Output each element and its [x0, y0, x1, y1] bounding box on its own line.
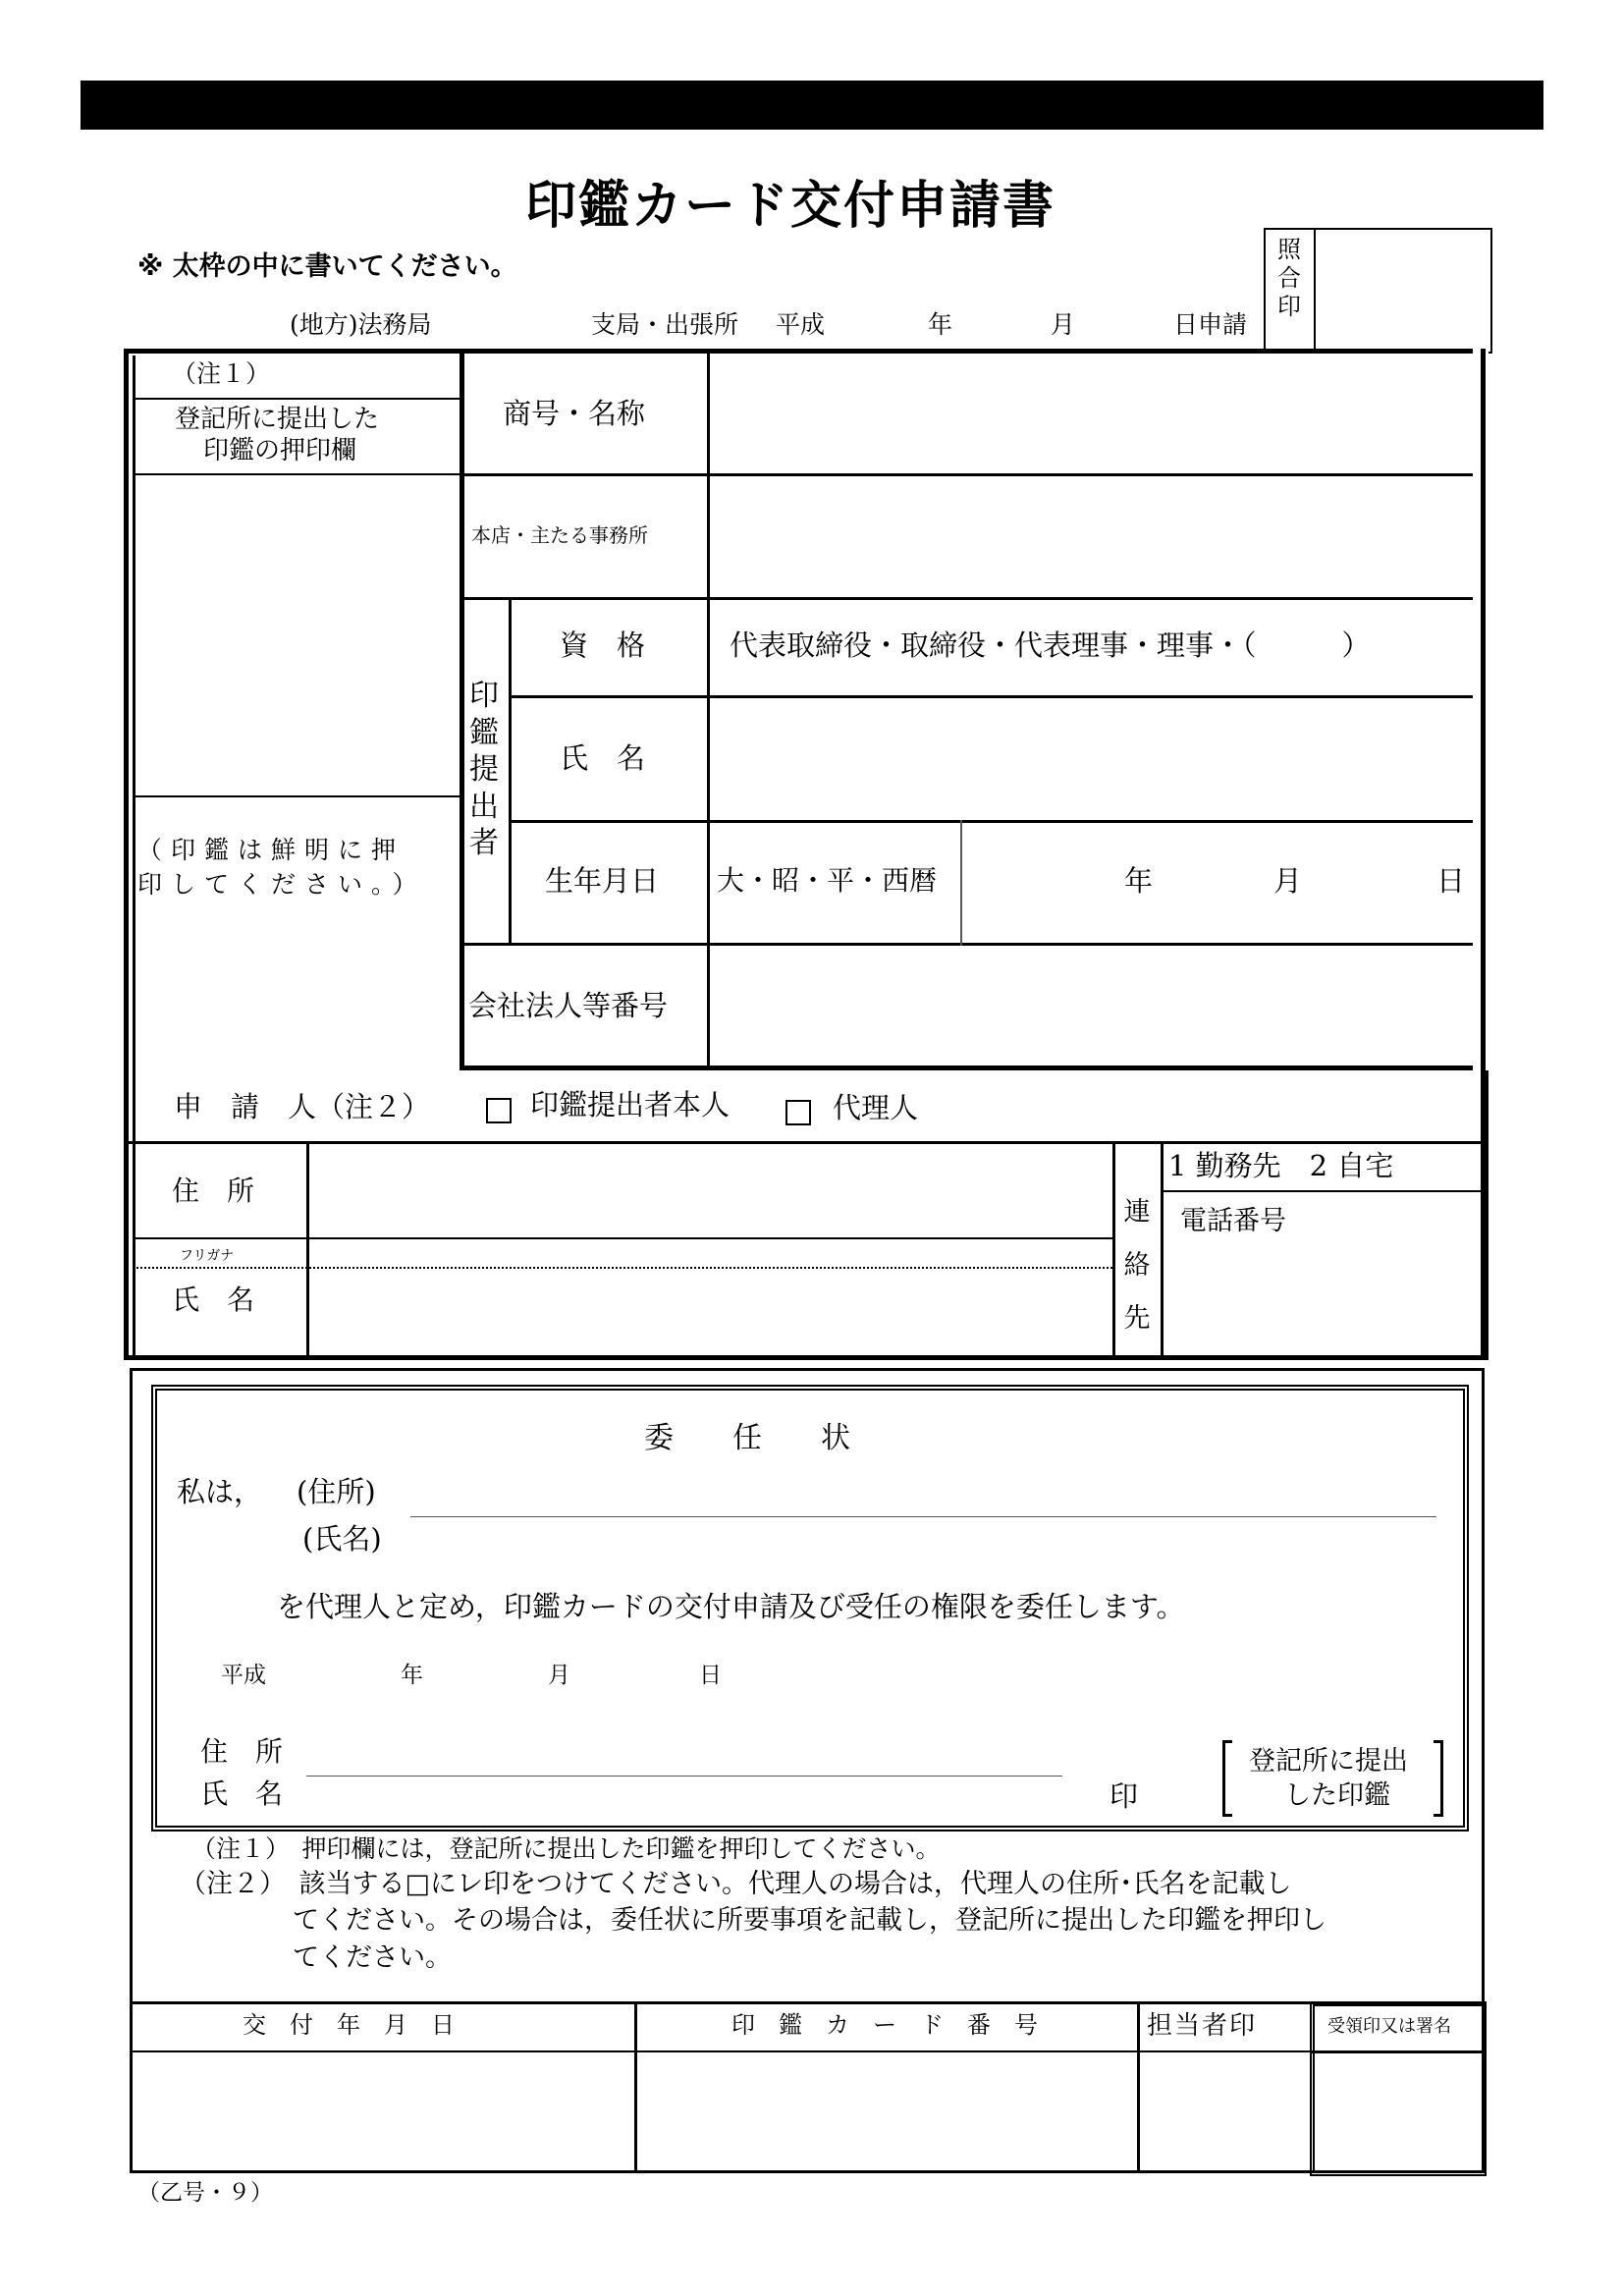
seal-label-line1: 登記所に提出した: [175, 405, 380, 434]
birth-day-label: 日: [1436, 864, 1466, 898]
delegation-watashi: 私は，: [177, 1475, 263, 1508]
registered-seal-line1: 登記所に提出: [1249, 1746, 1408, 1777]
form-code: （乙号・９）: [137, 2180, 273, 2206]
contact-label: 連 絡 先: [1123, 1197, 1151, 1334]
seal-label-line2: 印鑑の押印欄: [203, 436, 357, 465]
seal-hint-line2: 印してください。）: [137, 870, 426, 899]
delegation-address-line[interactable]: [410, 1516, 1436, 1517]
note-2-line1: （注２） 該当する□にレ印をつけてください。代理人の場合は，代理人の住所･氏名を記載し: [180, 1869, 1292, 1899]
delegation-signature-line[interactable]: [306, 1776, 1062, 1777]
self-option-label: 印鑑提出者本人: [530, 1088, 731, 1121]
head-office-label: 本店・主たる事務所: [471, 523, 648, 547]
phone-label: 電話番号: [1180, 1206, 1286, 1236]
delegation-day: 日: [699, 1663, 722, 1688]
agent-option-label: 代理人: [833, 1091, 919, 1124]
seal-impression-area[interactable]: [137, 477, 457, 792]
submitter-label: 印 鑑 提 出 者: [469, 679, 499, 860]
corp-number-input[interactable]: [713, 949, 1474, 1063]
branch-label: 支局・出張所: [591, 310, 739, 339]
seal-note: （注１）: [172, 359, 271, 388]
header-bar: [81, 81, 1543, 130]
seal-hint-line1: （印鑑は鮮明に押: [137, 836, 406, 864]
month-label: 月: [1051, 310, 1076, 339]
delegation-seal-mark: 印: [1110, 1779, 1139, 1813]
instruction-text: ※ 太枠の中に書いてください。: [137, 251, 517, 282]
issue-date-input[interactable]: [134, 2054, 629, 2168]
era-label: 平成: [776, 310, 826, 339]
furigana-label: フリガナ: [180, 1248, 235, 1264]
company-name-label: 商号・名称: [503, 397, 646, 430]
phone-input[interactable]: [1166, 1242, 1479, 1352]
applicant-label: 申 請 人（注２）: [174, 1090, 431, 1123]
delegation-month: 月: [548, 1663, 570, 1688]
birthdate-label: 生年月日: [545, 864, 660, 898]
card-number-input[interactable]: [640, 2054, 1131, 2168]
birth-year-label: 年: [1124, 864, 1154, 898]
registered-seal-line2: した印鑑: [1284, 1780, 1390, 1811]
agent-checkbox[interactable]: [785, 1100, 811, 1125]
delegation-body: を代理人と定め，印鑑カードの交付申請及び受任の権限を委任します。: [277, 1590, 1185, 1623]
self-checkbox[interactable]: [486, 1098, 512, 1123]
birth-era-options[interactable]: 大・昭・平・西暦: [717, 864, 938, 897]
corp-number-label: 会社法人等番号: [468, 989, 669, 1022]
delegation-address-label: (住所): [297, 1475, 376, 1508]
name-input[interactable]: [713, 701, 1474, 817]
birth-month-label: 月: [1273, 864, 1303, 898]
applicant-name-label: 氏 名: [172, 1284, 255, 1316]
delegation-era: 平成: [221, 1663, 266, 1688]
bureau-label: (地方)法務局: [290, 310, 432, 339]
receipt-header: 受領印又は署名: [1327, 2016, 1451, 2037]
address-label: 住 所: [172, 1175, 255, 1207]
contact-choice[interactable]: 1 勤務先 2 自宅: [1168, 1149, 1394, 1182]
staff-seal-header: 担当者印: [1147, 2011, 1258, 2041]
delegation-addr-label: 住 所: [200, 1735, 284, 1768]
name-label: 氏 名: [560, 741, 646, 775]
qualification-options[interactable]: 代表取締役・取締役・代表理事・理事・（ ）: [730, 629, 1371, 662]
note-2-line2: てください。その場合は，委任状に所要事項を記載し，登記所に提出した印鑑を押印し: [293, 1905, 1326, 1936]
stamp-label: 照 合 印: [1277, 236, 1301, 320]
delegation-title: 委 任 状: [644, 1421, 850, 1455]
note-1: （注１） 押印欄には，登記所に提出した印鑑を押印してください。: [191, 1834, 941, 1863]
delegation-name-label: (氏名): [302, 1522, 382, 1556]
card-number-header: 印 鑑 カ ー ド 番 号: [731, 2011, 1038, 2039]
delegation-name-label2: 氏 名: [200, 1777, 284, 1810]
address-input[interactable]: [312, 1147, 1108, 1233]
page-title: 印鑑カード交付申請書: [525, 176, 1056, 236]
qualification-label: 資 格: [560, 629, 646, 662]
company-name-input[interactable]: [713, 354, 1474, 471]
apply-day-label: 日申請: [1173, 310, 1248, 339]
note-2-line3: てください。: [293, 1942, 452, 1973]
staff-seal-input[interactable]: [1143, 2054, 1305, 2168]
head-office-input[interactable]: [713, 479, 1474, 595]
year-label: 年: [928, 310, 953, 339]
issue-date-header: 交 付 年 月 日: [243, 2011, 455, 2039]
applicant-name-input[interactable]: [312, 1271, 1108, 1355]
delegation-year: 年: [401, 1663, 423, 1688]
